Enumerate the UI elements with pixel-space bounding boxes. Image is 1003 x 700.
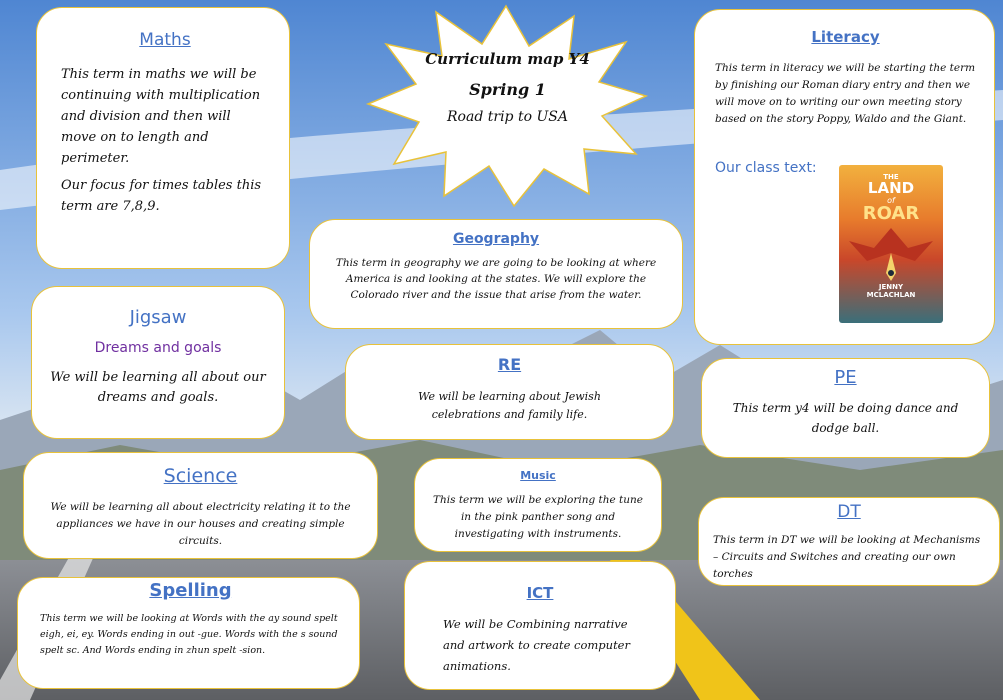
book-title-the: THE: [883, 173, 899, 181]
pe-text: This term y4 will be doing dance and dodge ball.: [732, 401, 959, 435]
geography-title: Geography: [452, 231, 540, 247]
book-author-first: JENNY: [878, 283, 904, 291]
dt-title: DT: [837, 502, 861, 522]
curriculum-title: Curriculum map Y4: [425, 50, 590, 68]
literacy-box: [694, 9, 995, 345]
science-title: Science: [163, 465, 238, 487]
music-text: This term we will be exploring the tune in the pink panther song and investigating with instruments.: [432, 494, 644, 540]
literacy-text: This term in literacy we will be starting the term by finishing our Roman diary entry and then we will move on to writing our own meeting story based on the story Poppy, Waldo and the Giant.: [715, 62, 976, 125]
class-book-cover: [839, 165, 943, 323]
science-box: [23, 452, 378, 559]
re-box: [345, 344, 674, 440]
pe-title: PE: [834, 367, 857, 388]
book-title-of: of: [887, 196, 895, 205]
ict-box: [404, 561, 676, 690]
science-text: We will be learning all about electricity relating it to the appliances we have in our houses and creating simple circuits.: [50, 501, 351, 547]
literacy-title: Literacy: [811, 28, 880, 46]
dragon-illustration: [839, 223, 943, 283]
ict-title: ICT: [526, 584, 554, 602]
dt-box: [698, 497, 1000, 586]
dt-text: This term in DT we will be looking at Mechanisms – Circuits and Switches and creating our own torches: [713, 534, 981, 580]
maths-tables-text: Our focus for times tables this term are 7,8,9.: [61, 178, 262, 214]
spelling-box: [17, 577, 360, 689]
term-title: Spring 1: [469, 80, 546, 99]
jigsaw-subtitle: Dreams and goals: [94, 340, 222, 356]
jigsaw-box: [31, 286, 285, 439]
jigsaw-title: Jigsaw: [129, 307, 187, 328]
book-title-roar: ROAR: [862, 203, 920, 224]
geography-box: [309, 219, 683, 329]
topic-title: Road trip to USA: [447, 109, 568, 125]
geography-text: This term in geography we are going to be looking at where America is and looking at the states. We will explore the Colorado river and the issue that arise from the water.: [335, 257, 657, 301]
book-title-land: LAND: [867, 179, 915, 197]
maths-text: This term in maths we will be continuing with multiplication and division and then will move on to length and perimeter.: [61, 67, 261, 166]
pe-box: [701, 358, 990, 458]
music-box: [414, 458, 662, 552]
re-title: RE: [497, 355, 522, 374]
ict-text: We will be Combining narrative and artwork to create computer animations.: [443, 617, 630, 673]
spelling-title: Spelling: [149, 580, 232, 601]
music-title: Music: [520, 469, 556, 482]
spelling-text: This term we will be looking at Words with the ay sound spelt eigh, ei, ey. Words ending in out -gue. Words with the s sound spelt sc. And Words ending in zhun spelt -sion.: [40, 613, 338, 656]
maths-title: Maths: [139, 30, 191, 50]
jigsaw-text: We will be learning all about our dreams and goals.: [50, 370, 266, 405]
book-author-last: MCLACHLAN: [866, 291, 916, 299]
maths-box: [36, 7, 290, 269]
class-text-label: Our class text:: [715, 160, 817, 176]
re-text: We will be learning about Jewish celebrations and family life.: [418, 390, 601, 421]
header-text: [420, 50, 595, 125]
